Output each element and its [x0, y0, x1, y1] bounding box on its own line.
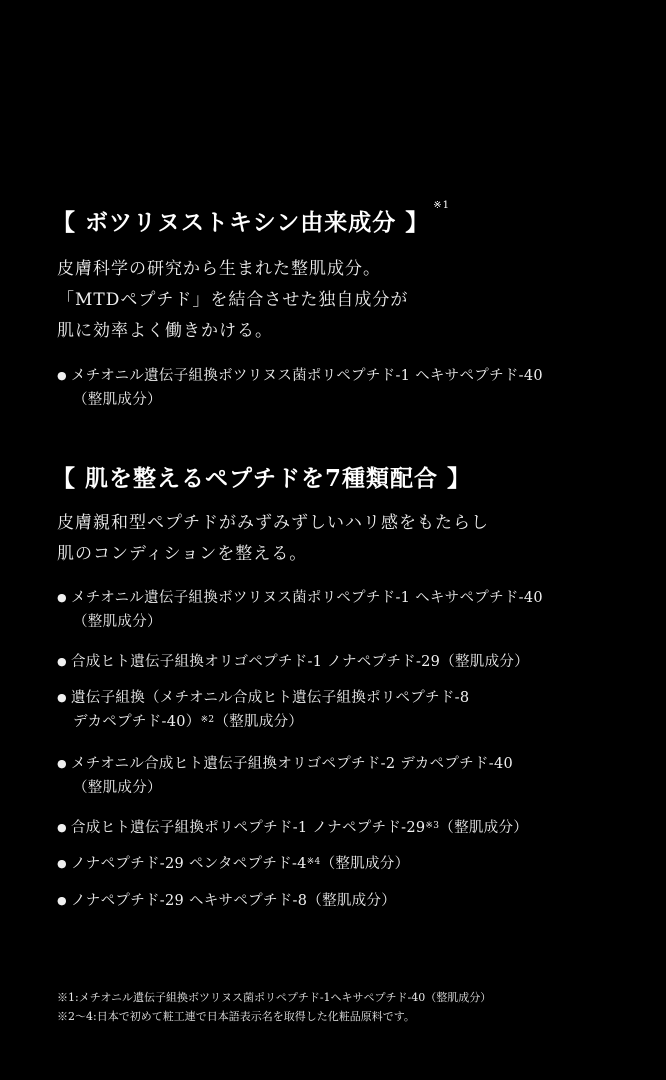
section-description-peptides — [57, 508, 489, 570]
ingredient-text: デカペプチド-40） — [73, 714, 201, 730]
ingredient-text: （整肌成分） — [73, 392, 162, 408]
ingredient-item — [57, 650, 529, 674]
bullet-icon: ● — [57, 369, 67, 382]
bullet-icon: ● — [57, 857, 67, 870]
ingredient-item — [57, 686, 469, 734]
ingredient-text: （整肌成分） — [73, 614, 162, 630]
footnote-ref: ※3 — [425, 821, 440, 831]
ingredient-tail: （整肌成分） — [214, 714, 304, 730]
ingredient-text: メチオニル遺伝子組換ボツリヌス菌ポリペプチド-1 ヘキサペプチド-40 — [71, 590, 543, 606]
ingredient-item — [57, 852, 409, 876]
bullet-icon: ● — [57, 894, 67, 907]
bullet-icon: ● — [57, 655, 67, 668]
section-title-peptides — [52, 460, 471, 493]
ingredient-text: 合成ヒト遺伝子組換ポリペプチド-1 ノナペプチド-29 — [71, 820, 426, 836]
section-title-note: ※1 — [433, 200, 450, 211]
bullet-icon: ● — [57, 757, 67, 770]
ingredient-item — [57, 816, 528, 840]
footnotes — [57, 988, 491, 1026]
ingredient-text: （整肌成分） — [73, 780, 162, 796]
description-line: 「MTDペプチド」を結合させた独自成分が — [57, 290, 409, 310]
section-title-botulinum — [52, 200, 450, 237]
description-line: 肌に効率よく働きかける。 — [57, 321, 273, 341]
footnote-line: ※2～4:日本で初めて粧工連で日本語表示名を取得した化粧品原料です。 — [57, 1010, 415, 1023]
footnote-ref: ※4 — [306, 857, 321, 867]
ingredient-text: メチオニル遺伝子組換ボツリヌス菌ポリペプチド-1 ヘキサペプチド-40 — [71, 368, 543, 384]
bullet-icon: ● — [57, 691, 67, 704]
ingredient-tail: （整肌成分） — [320, 856, 410, 872]
ingredient-text: ノナペプチド-29 ヘキサペプチド-8（整肌成分） — [71, 893, 397, 909]
section-title-text: 【 ボツリヌストキシン由来成分 】 — [52, 209, 430, 236]
ingredient-text: 遺伝子組換（メチオニル合成ヒト遺伝子組換ポリペプチド-8 — [71, 690, 470, 706]
footnote-ref: ※2 — [200, 715, 215, 725]
description-line: 肌のコンディションを整える。 — [57, 544, 308, 564]
footnote-line: ※1:メチオニル遺伝子組換ボツリヌス菌ポリペプチド-1ヘキサペプチド-40（整肌成分） — [57, 991, 492, 1004]
section-description-botulinum — [57, 254, 408, 347]
ingredient-item — [57, 364, 543, 412]
ingredient-item — [57, 752, 513, 800]
ingredient-item — [57, 586, 543, 634]
ingredient-text: 合成ヒト遺伝子組換オリゴペプチド-1 ノナペプチド-29（整肌成分） — [71, 654, 529, 670]
bullet-icon: ● — [57, 591, 67, 604]
ingredient-text: ノナペプチド-29 ペンタペプチド-4 — [71, 856, 307, 872]
section-title-text: 【 肌を整えるペプチドを7種類配合 】 — [52, 465, 472, 492]
description-line: 皮膚親和型ペプチドがみずみずしいハリ感をもたらし — [57, 513, 489, 533]
bullet-icon: ● — [57, 821, 67, 834]
ingredient-tail: （整肌成分） — [439, 820, 529, 836]
ingredient-item — [57, 889, 396, 913]
description-line: 皮膚科学の研究から生まれた整肌成分。 — [57, 259, 381, 279]
ingredient-text: メチオニル合成ヒト遺伝子組換オリゴペプチド-2 デカペプチド-40 — [71, 756, 514, 772]
